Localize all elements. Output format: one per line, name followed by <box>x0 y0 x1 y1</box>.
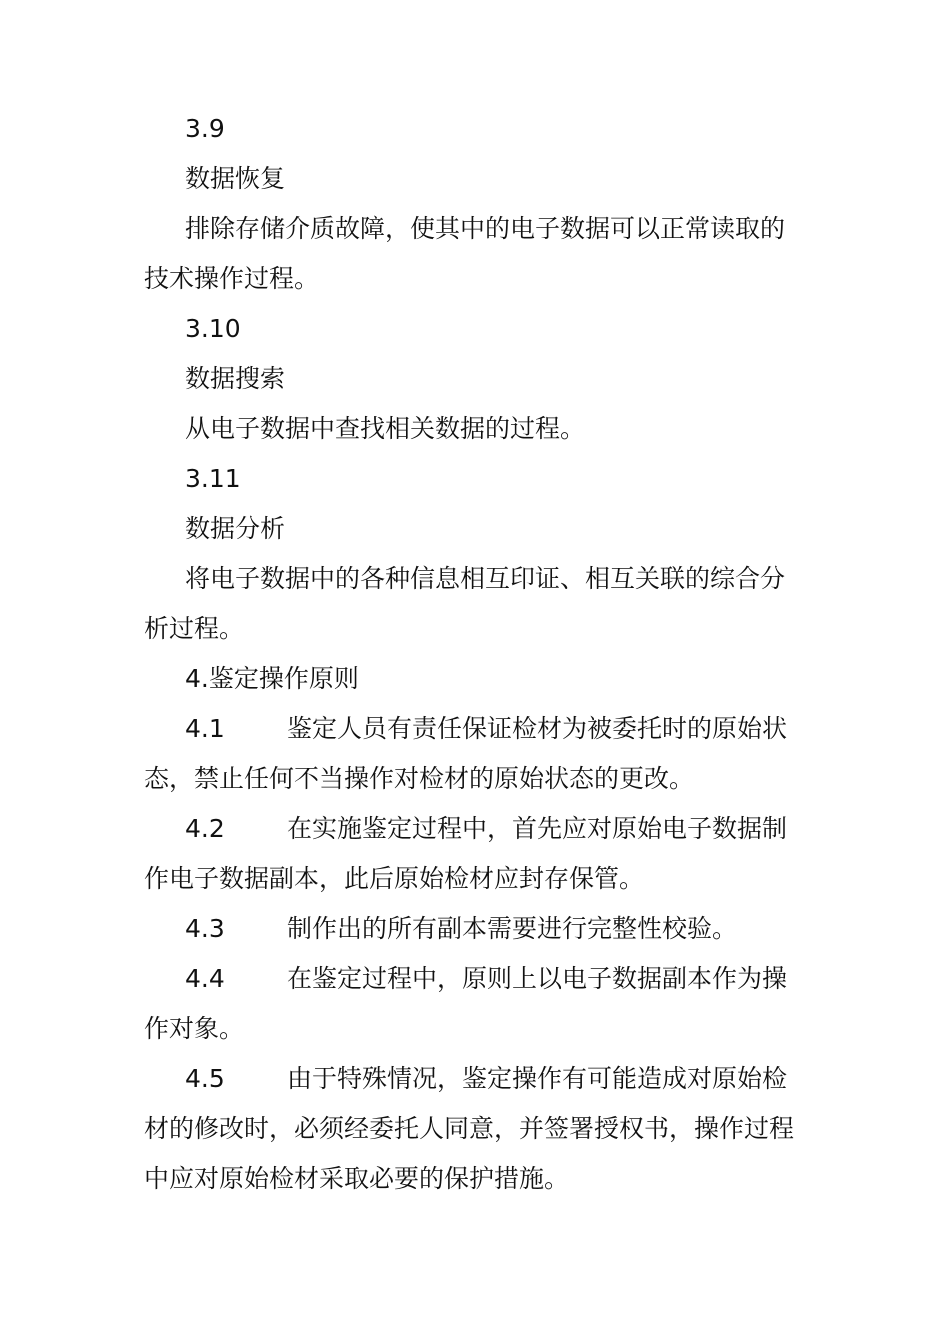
clause-first-line <box>144 954 824 1004</box>
clause-text-line: 中应对原始检材采取必要的保护措施。 <box>144 1164 570 1193</box>
clause-number: 4.4 <box>185 964 225 993</box>
section-term: 数据搜索 <box>185 364 286 393</box>
clause-text: 在鉴定过程中，原则上以电子数据副本作为操 <box>287 964 788 993</box>
section-number: 3.10 <box>185 314 241 343</box>
clause-text: 鉴定人员有责任保证检材为被委托时的原始状 <box>287 714 788 743</box>
clause-text: 由于特殊情况，鉴定操作有可能造成对原始检 <box>287 1064 788 1093</box>
clause-text-line: 作电子数据副本，此后原始检材应封存保管。 <box>144 864 645 893</box>
section-definition-line: 析过程。 <box>144 614 245 643</box>
document-body <box>144 104 824 1204</box>
clause-number: 4.3 <box>185 914 225 943</box>
clause-number: 4.5 <box>185 1064 225 1093</box>
section-definition-line: 排除存储介质故障，使其中的电子数据可以正常读取的 <box>185 214 786 243</box>
clause-text-line: 态，禁止任何不当操作对检材的原始状态的更改。 <box>144 764 695 793</box>
section-definition-line: 技术操作过程。 <box>144 264 320 293</box>
section-definition-line: 从电子数据中查找相关数据的过程。 <box>185 414 586 443</box>
clause-number: 4.1 <box>185 714 225 743</box>
section-number: 3.9 <box>185 114 225 143</box>
section-term: 数据恢复 <box>185 164 286 193</box>
section-term: 数据分析 <box>185 514 286 543</box>
clause-first-line <box>144 1054 824 1104</box>
clause-text: 制作出的所有副本需要进行完整性校验。 <box>287 914 738 943</box>
clause-text: 在实施鉴定过程中，首先应对原始电子数据制 <box>287 814 788 843</box>
clause-number: 4.2 <box>185 814 225 843</box>
chapter-heading: 4.鉴定操作原则 <box>185 664 359 693</box>
section-number: 3.11 <box>185 464 241 493</box>
clause-first-line <box>144 704 824 754</box>
clause-text-line: 材的修改时，必须经委托人同意，并签署授权书，操作过程 <box>144 1114 795 1143</box>
clause-first-line <box>144 904 824 954</box>
section-definition-line: 将电子数据中的各种信息相互印证、相互关联的综合分 <box>185 564 786 593</box>
clause-first-line <box>144 804 824 854</box>
clause-text-line: 作对象。 <box>144 1014 245 1043</box>
